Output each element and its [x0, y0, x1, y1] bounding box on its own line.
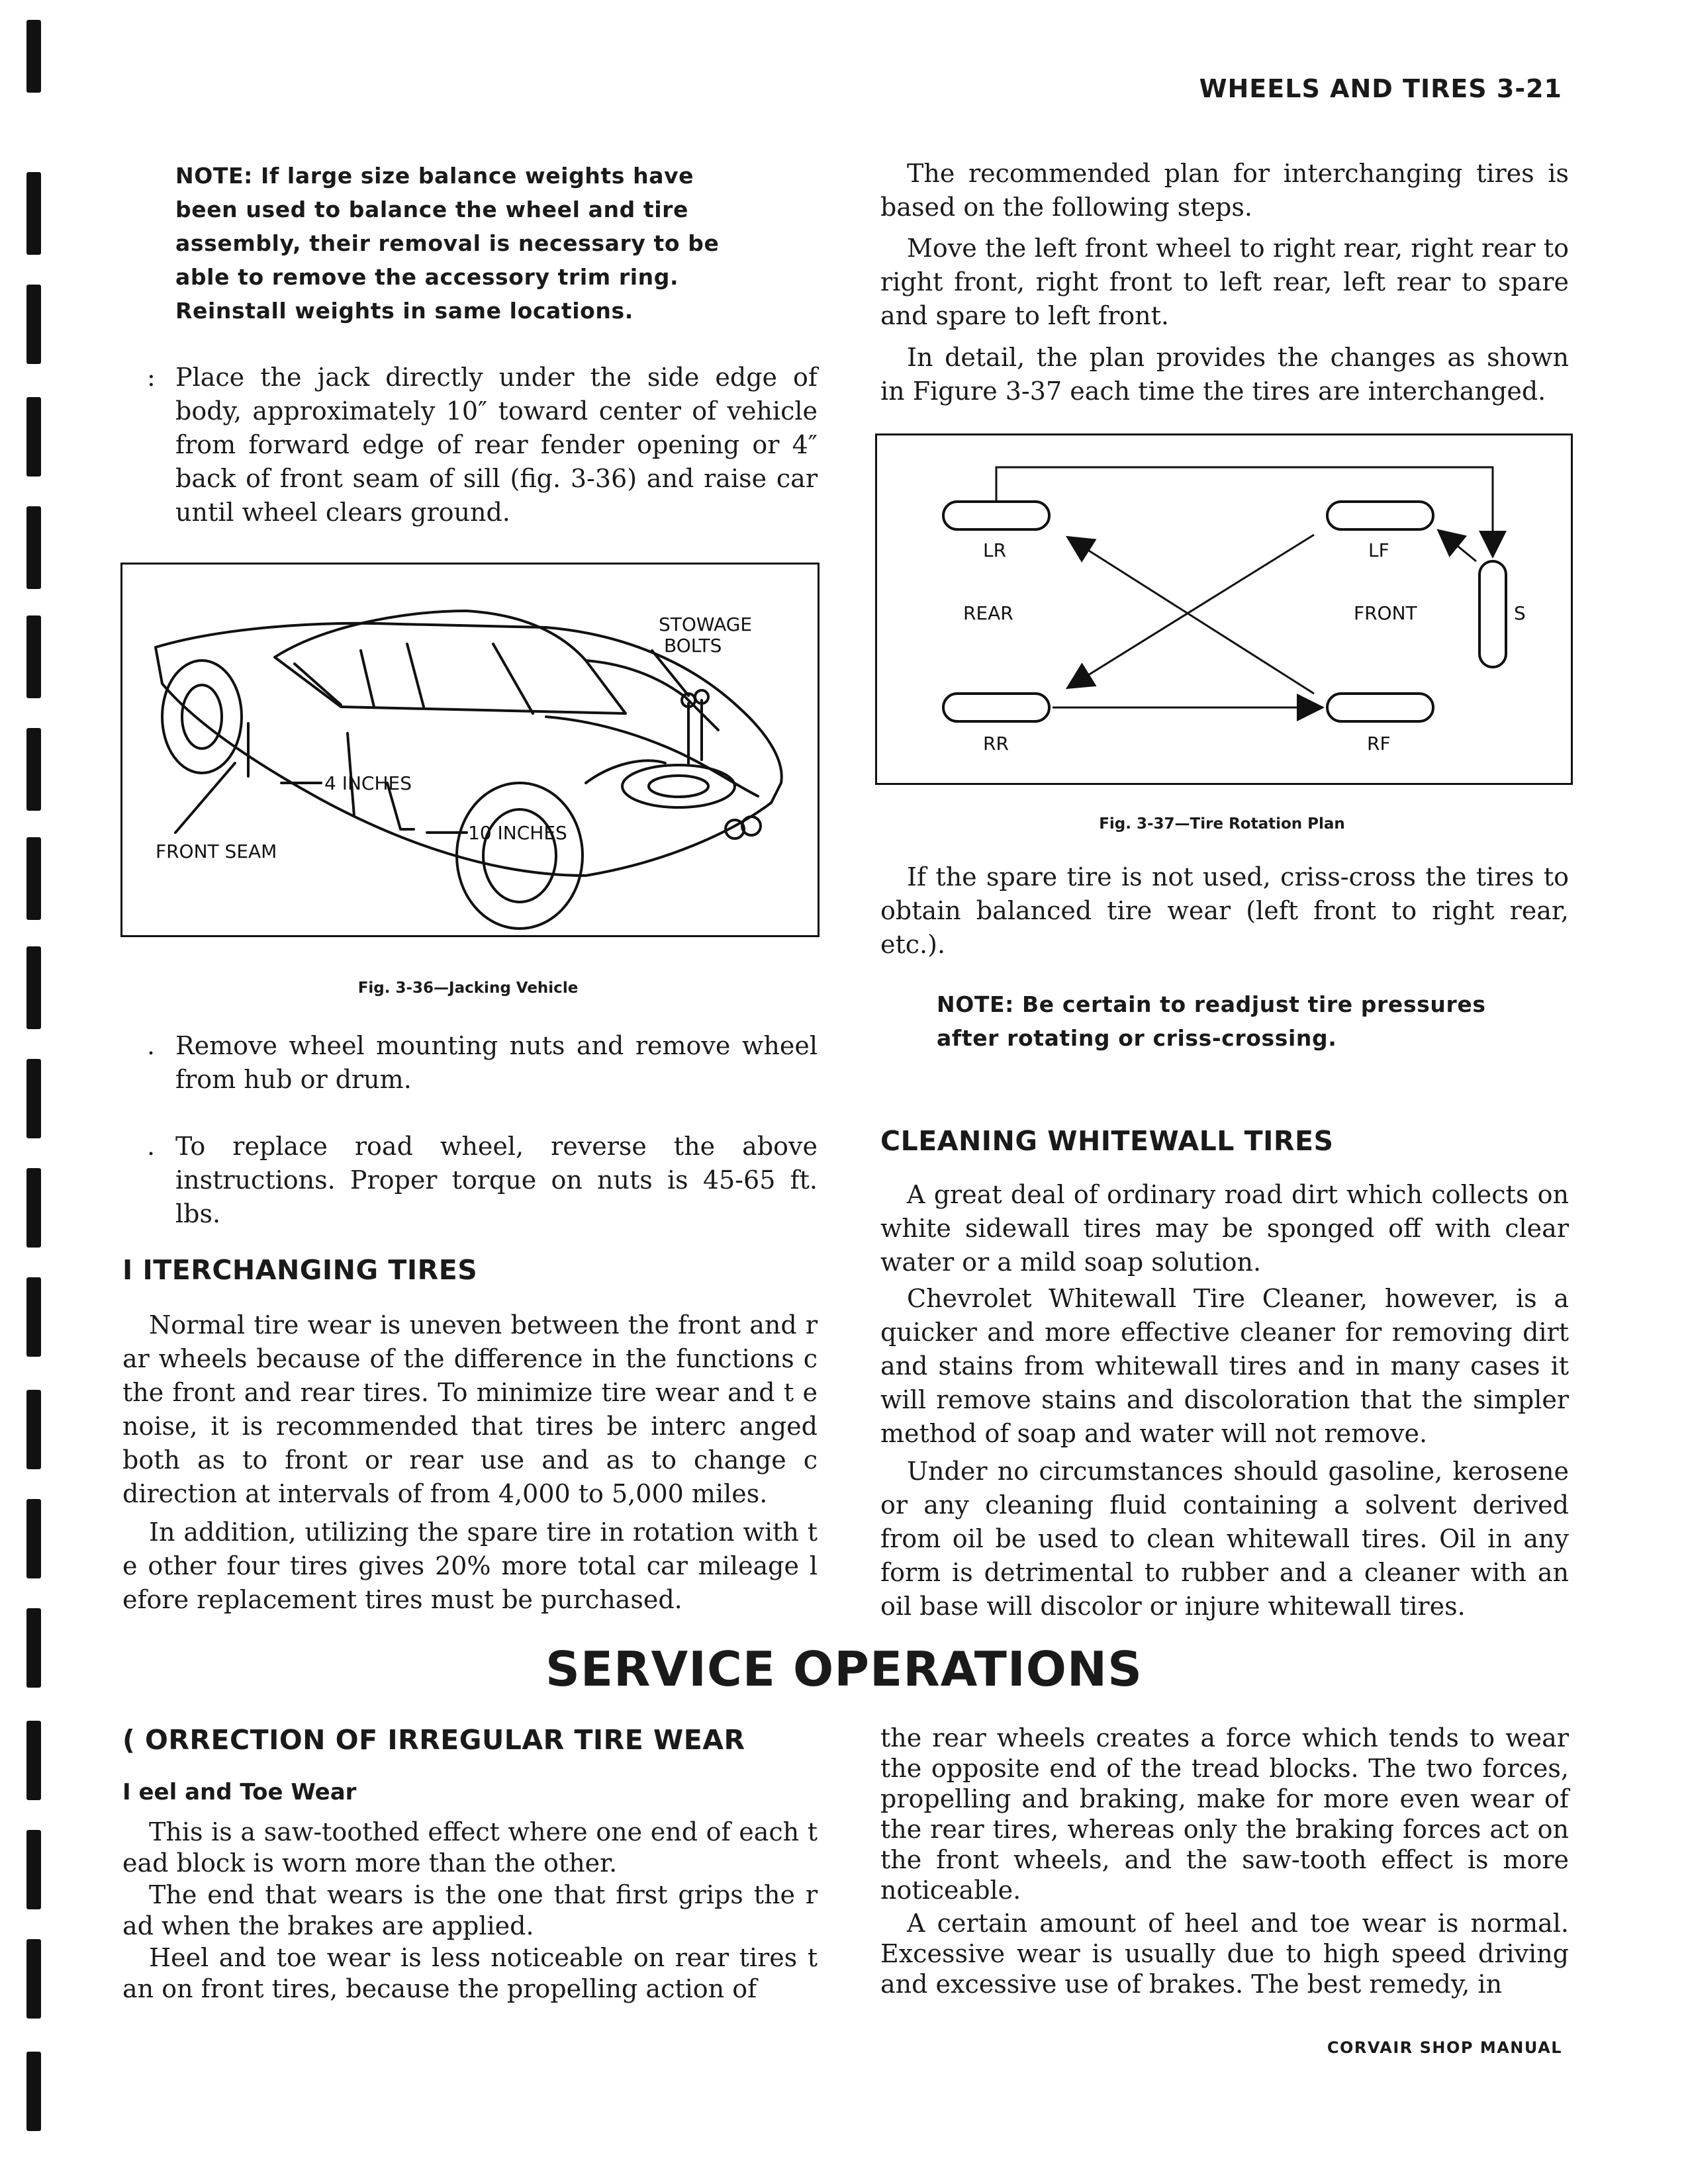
label-spare: S	[1514, 602, 1526, 624]
binder-mark	[26, 1721, 41, 1800]
heading-service-operations: SERVICE OPERATIONS	[545, 1641, 1143, 1697]
binder-mark	[26, 20, 41, 93]
binder-mark	[26, 2052, 41, 2131]
paragraph-recommended-plan: The recommended plan for interchanging tires is based on the following steps.	[880, 159, 1569, 222]
binder-mark	[26, 1277, 41, 1357]
figure-caption-3-36: Fig. 3-36—Jacking Vehicle	[357, 979, 579, 997]
tire-rf	[1327, 694, 1433, 721]
paragraph-heel-3: Heel and toe wear is less noticeable on rear tires t an on front tires, because the propelling action of	[122, 1943, 818, 2003]
binder-mark	[26, 837, 41, 920]
label-lr: LR	[983, 539, 1007, 561]
label-rr: RR	[983, 733, 1009, 754]
page-footer: CORVAIR SHOP MANUAL	[1327, 2038, 1562, 2057]
page-header: WHEELS AND TIRES 3-21	[1199, 74, 1562, 103]
paragraph-cleaning-2: Chevrolet Whitewall Tire Cleaner, however, is a quicker and more effective cleaner for removing dirt and stains from whitewall tires and in many cases it will remove stains and discoloration that the simpler method of soap and water will not remove.	[880, 1284, 1569, 1448]
paragraph-heel-2: The end that wears is the one that first grips the r ad when the brakes are applied.	[122, 1880, 818, 1940]
step-marker: :	[147, 363, 156, 392]
figure-tire-rotation-plan	[875, 433, 1573, 785]
step-marker: .	[147, 1132, 156, 1161]
binder-mark	[26, 172, 41, 255]
tire-rotation-diagram	[877, 435, 1571, 783]
label-front-seam: FRONT SEAM	[156, 841, 277, 862]
paragraph-move-wheels: Move the left front wheel to right rear, right rear to right front, right front to left rear, left rear to spare and spare to left front.	[880, 234, 1569, 330]
binder-mark	[26, 615, 41, 698]
heading-correction-irregular-wear: ( ORRECTION OF IRREGULAR TIRE WEAR	[122, 1724, 745, 1756]
paragraph-criss-cross: If the spare tire is not used, criss-cross the tires to obtain balanced tire wear (left front to right rear, etc.).	[880, 862, 1569, 959]
binder-mark	[26, 728, 41, 811]
paragraph-cleaning-3: Under no circumstances should gasoline, kerosene or any cleaning fluid containing a solvent derived from oil be used to clean whitewall tires. Oil in any form is detrimental to rubber and a cleaner with an oil base will discolor or injure whitewall tires.	[880, 1457, 1569, 1621]
label-rear: REAR	[963, 602, 1013, 624]
binder-mark	[26, 946, 41, 1029]
binder-mark	[26, 397, 41, 477]
tire-lf	[1327, 502, 1433, 529]
heading-interchanging-tires: I ITERCHANGING TIRES	[122, 1254, 478, 1286]
binder-mark	[26, 1390, 41, 1469]
tire-spare	[1479, 561, 1506, 667]
binder-mark	[26, 506, 41, 589]
label-10-inches: 10 INCHES	[468, 822, 567, 844]
note-readjust-pressure: NOTE: Be certain to readjust tire pressures after rotating or criss-crossing.	[937, 991, 1486, 1051]
step-place-jack: Place the jack directly under the side edge of body, approximately 10″ toward center of vehicle from forward edge of rear fender opening or 4″ back of front seam of sill (fig. 3-36) and raise car until wheel clears ground.	[175, 363, 818, 527]
step-marker: .	[147, 1031, 156, 1060]
paragraph-interchanging-1: Normal tire wear is uneven between the front and r ar wheels because of the difference in the functions c the front and rear tires. To minimize tire wear and t e noise, it is recommended that tires be interc anged both as to front or rear use and as to change c direction at intervals of from 4,000 to 5,000 miles.	[122, 1310, 818, 1508]
binder-mark	[26, 285, 41, 364]
paragraph-plan-detail: In detail, the plan provides the changes as shown in Figure 3-37 each time the tires are interchanged.	[880, 343, 1569, 406]
paragraph-heel-right-1: the rear wheels creates a force which tends to wear the opposite end of the tread blocks. The two forces, propelling and braking, make for more even wear of the rear tires, whereas only the braking forces act on the front wheels, and the saw-tooth effect is more noticeable.	[880, 1723, 1569, 1905]
binder-mark	[26, 1499, 41, 1578]
heading-heel-toe-wear: I eel and Toe Wear	[122, 1779, 357, 1805]
binder-mark	[26, 1059, 41, 1138]
paragraph-interchanging-2: In addition, utilizing the spare tire in rotation with t e other four tires gives 20% more total car mileage l efore replacement tires must be purchased.	[122, 1518, 818, 1614]
step-replace-wheel: To replace road wheel, reverse the above instructions. Proper torque on nuts is 45-65 ft. lbs.	[175, 1132, 818, 1228]
figure-caption-3-37: Fig. 3-37—Tire Rotation Plan	[1099, 815, 1345, 833]
car-illustration	[122, 565, 818, 935]
paragraph-heel-1: This is a saw-toothed effect where one end of each t ead block is worn more than the other.	[122, 1817, 818, 1878]
heading-cleaning-whitewall: CLEANING WHITEWALL TIRES	[880, 1125, 1334, 1157]
paragraph-cleaning-1: A great deal of ordinary road dirt which collects on white sidewall tires may be sponged off with clear water or a mild soap solution.	[880, 1180, 1569, 1277]
paragraph-heel-right-2: A certain amount of heel and toe wear is normal. Excessive wear is usually due to high speed driving and excessive use of brakes. The best remedy, in	[880, 1909, 1569, 1999]
label-rf: RF	[1367, 733, 1391, 754]
tire-rr	[943, 694, 1049, 721]
label-lf: LF	[1368, 539, 1389, 561]
binder-mark	[26, 1939, 41, 2019]
step-remove-wheel: Remove wheel mounting nuts and remove wheel from hub or drum.	[175, 1031, 818, 1094]
binder-mark	[26, 1168, 41, 1248]
label-front: FRONT	[1354, 602, 1417, 624]
label-stowage: STOWAGE	[659, 614, 753, 635]
label-4-inches: 4 INCHES	[324, 772, 412, 794]
binder-mark	[26, 1830, 41, 1909]
tire-lr	[943, 502, 1049, 529]
figure-jacking-vehicle	[120, 563, 820, 937]
label-bolts: BOLTS	[664, 635, 722, 657]
note-balance-weights: NOTE: If large size balance weights have been used to balance the wheel and tire assembly, their removal is necessary to be able to remove the accessory trim ring. Reinstall weights in same locations.	[175, 163, 720, 324]
